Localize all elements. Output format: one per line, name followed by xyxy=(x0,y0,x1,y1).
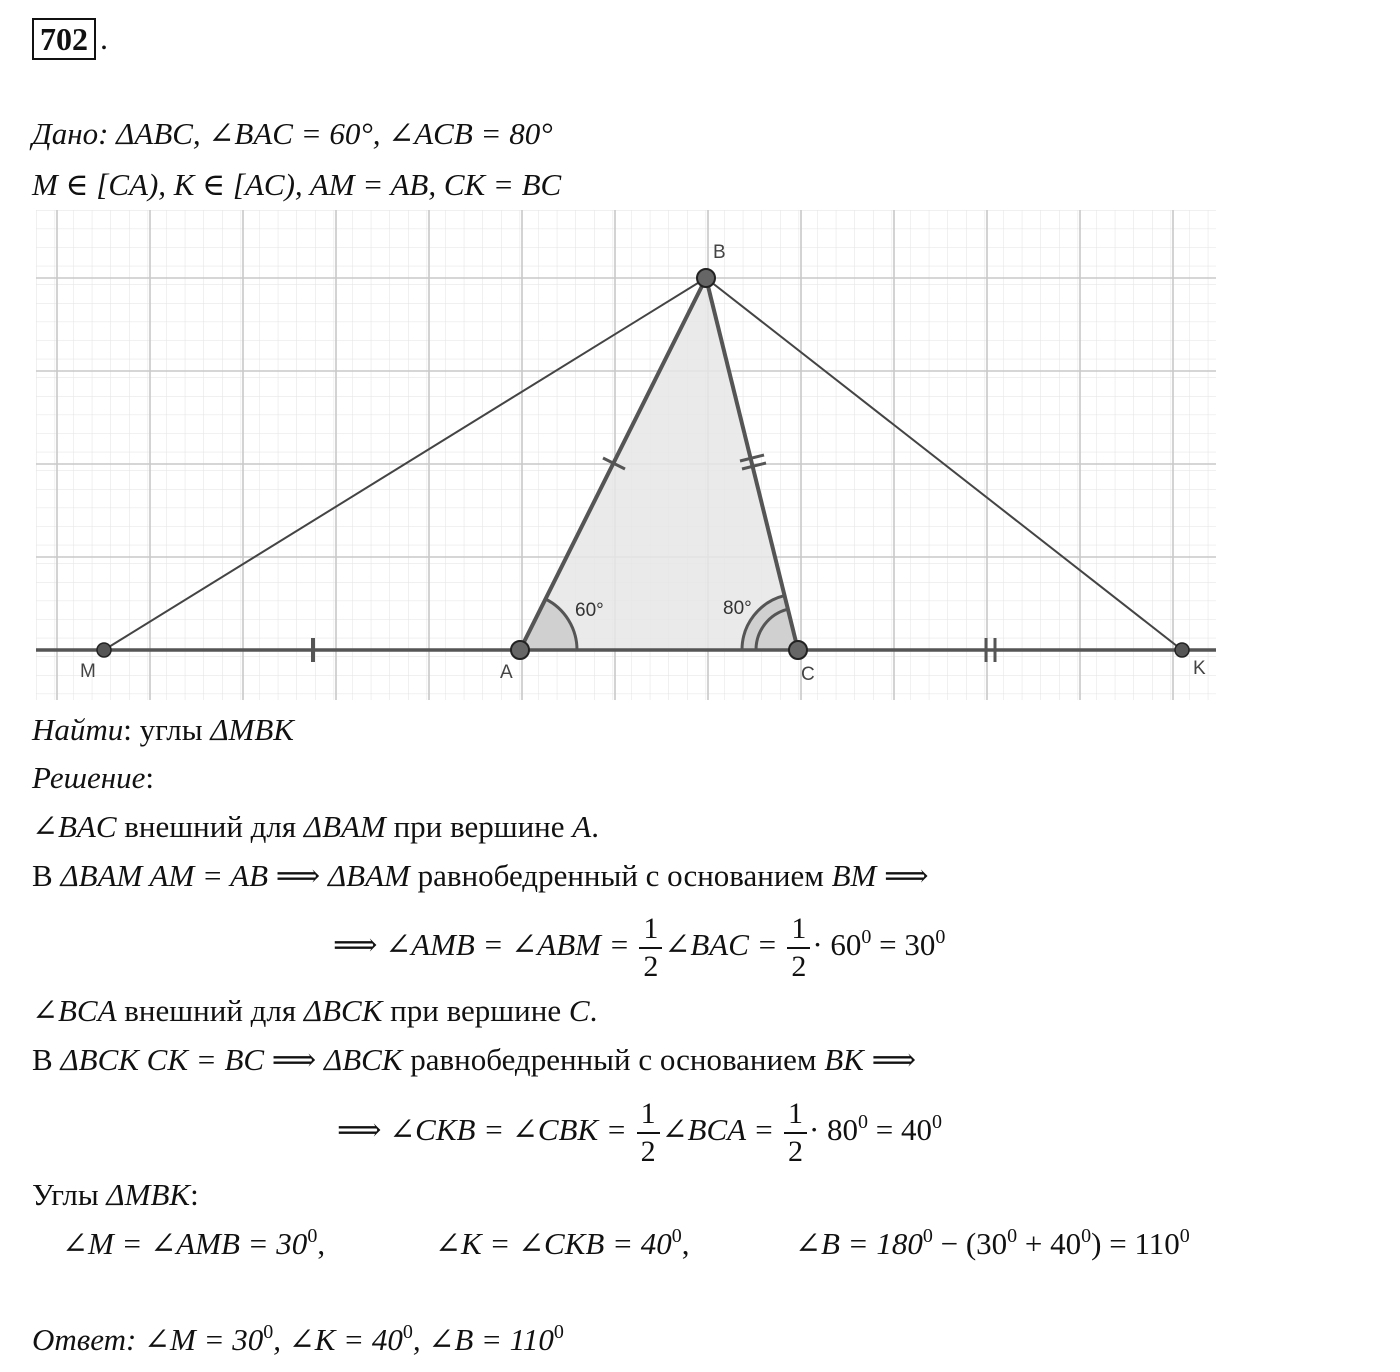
answer-sup-3: 0 xyxy=(553,1321,564,1343)
answer-part-2: , ∠K = 40 xyxy=(273,1322,403,1357)
f1-lead: ⟹ ∠AMB = ∠ABM = xyxy=(333,927,630,962)
f2-tail-sup: 0 xyxy=(858,1111,869,1133)
answer-line xyxy=(32,1320,564,1360)
l1-end: . xyxy=(591,809,599,844)
angle-k-sup: 0 xyxy=(671,1225,682,1247)
l2-math-1: ΔBAM AM = AB ⟹ ΔBAM xyxy=(60,858,410,893)
l1-text-1: внешний для xyxy=(116,809,304,844)
l3-math-2: ΔBCK xyxy=(303,993,383,1028)
f2-lead: ⟹ ∠CKB = ∠CBK = xyxy=(337,1112,627,1147)
answer-sup-2: 0 xyxy=(402,1321,413,1343)
f1-mid: ∠BAC = xyxy=(664,927,778,962)
l3-text-2: при вершине xyxy=(382,993,569,1028)
solution-line-4 xyxy=(32,1040,916,1080)
point-b xyxy=(697,269,715,287)
point-k xyxy=(1175,643,1189,657)
f2-mid: ∠BCA = xyxy=(661,1112,775,1147)
l1-math-3: A xyxy=(572,809,592,844)
angle-k-result xyxy=(435,1224,690,1264)
solution-label: Решение xyxy=(32,760,146,795)
f2-result-sup: 0 xyxy=(932,1111,943,1133)
angles-heading xyxy=(32,1175,199,1215)
answer-sup-1: 0 xyxy=(263,1321,274,1343)
solution-colon: : xyxy=(145,760,154,795)
angle-m-end: , xyxy=(317,1226,326,1261)
l2-text-2: равнобедренный с основанием xyxy=(409,858,832,893)
solution-line-2 xyxy=(32,856,929,896)
answer-part-1: : ∠M = 30 xyxy=(125,1322,264,1357)
f2-result: = 40 xyxy=(868,1112,933,1147)
find-math: ΔMBK xyxy=(210,712,294,747)
angle-b-sup-2: 0 xyxy=(1007,1225,1018,1247)
angle-b-result xyxy=(795,1224,1190,1264)
angle-m-result xyxy=(62,1224,325,1264)
l3-math-1: ∠BCA xyxy=(32,993,117,1028)
angle-b-sup-4: 0 xyxy=(1179,1225,1190,1247)
label-angle-c: 80° xyxy=(723,598,752,619)
point-a xyxy=(511,641,529,659)
formula-1 xyxy=(333,904,945,986)
angle-k-text: ∠K = ∠CKB = 40 xyxy=(435,1226,672,1261)
l1-text-2: при вершине xyxy=(385,809,573,844)
angles-math: ΔMBK xyxy=(106,1177,191,1212)
point-c xyxy=(789,641,807,659)
problem-number-dot: . xyxy=(100,20,108,56)
solution-heading xyxy=(32,758,154,798)
answer-label: Ответ xyxy=(32,1322,126,1357)
l1-math-1: ∠BAC xyxy=(32,809,117,844)
l4-text-1: В xyxy=(32,1042,61,1077)
angle-b-sup-3: 0 xyxy=(1081,1225,1092,1247)
given-line-2: M ∈ [CA), K ∈ [AC), AM = AB, CK = BC xyxy=(32,167,562,202)
l4-math-1: ΔBCK CK = BC ⟹ ΔBCK xyxy=(60,1042,403,1077)
angle-b-sup-1: 0 xyxy=(922,1225,933,1247)
angle-b-part-2: − (30 xyxy=(932,1226,1008,1261)
angles-colon: : xyxy=(190,1177,199,1212)
l4-math-2: BK ⟹ xyxy=(824,1042,917,1077)
given-line-1 xyxy=(32,114,553,154)
find-line xyxy=(32,710,294,750)
solution-line-3 xyxy=(32,991,597,1031)
angle-m-sup: 0 xyxy=(307,1225,318,1247)
f1-result-sup: 0 xyxy=(935,926,946,948)
angle-b-part-4: ) = 110 xyxy=(1091,1226,1180,1261)
label-b: B xyxy=(713,242,726,263)
f1-fraction-1: $\frac{1}{2}$ xyxy=(639,911,662,985)
l4-text-2: равнобедренный с основанием xyxy=(402,1042,825,1077)
f1-tail: · 60 xyxy=(812,927,862,962)
l3-end: . xyxy=(589,993,598,1028)
label-a: A xyxy=(500,662,513,683)
label-c: C xyxy=(801,664,815,685)
label-angle-a: 60° xyxy=(575,600,604,621)
l2-math-2: BM ⟹ xyxy=(831,858,929,893)
l1-math-2: ΔBAM xyxy=(303,809,386,844)
formula-2 xyxy=(337,1089,942,1171)
solution-line-1 xyxy=(32,807,599,847)
l3-text-1: внешний для xyxy=(116,993,304,1028)
l3-math-3: C xyxy=(568,993,590,1028)
angles-text: Углы xyxy=(32,1177,107,1212)
find-text: : углы xyxy=(123,712,211,747)
given-text-1: : ΔABC, ∠BAC = 60°, ∠ACB = 80° xyxy=(98,116,553,151)
angle-k-end: , xyxy=(681,1226,690,1261)
point-m xyxy=(97,643,111,657)
answer-part-3: , ∠B = 110 xyxy=(412,1322,554,1357)
l2-text-1: В xyxy=(32,858,61,893)
angle-b-part-3: + 40 xyxy=(1017,1226,1082,1261)
f2-fraction-1: $\frac{1}{2}$ xyxy=(637,1096,660,1170)
angle-m-text: ∠M = ∠AMB = 30 xyxy=(62,1226,308,1261)
problem-number: 702 xyxy=(32,18,96,60)
angle-b-part-1: ∠B = 180 xyxy=(795,1226,923,1261)
find-label: Найти xyxy=(32,712,124,747)
f1-tail-sup: 0 xyxy=(861,926,872,948)
given-label: Дано xyxy=(32,116,99,151)
label-k: K xyxy=(1193,658,1206,679)
geometry-figure xyxy=(0,210,1230,710)
label-m: M xyxy=(80,661,96,682)
f2-tail: · 80 xyxy=(808,1112,859,1147)
f2-fraction-2: $\frac{1}{2}$ xyxy=(784,1096,807,1170)
f1-result: = 30 xyxy=(871,927,936,962)
f1-fraction-2: $\frac{1}{2}$ xyxy=(787,911,810,985)
